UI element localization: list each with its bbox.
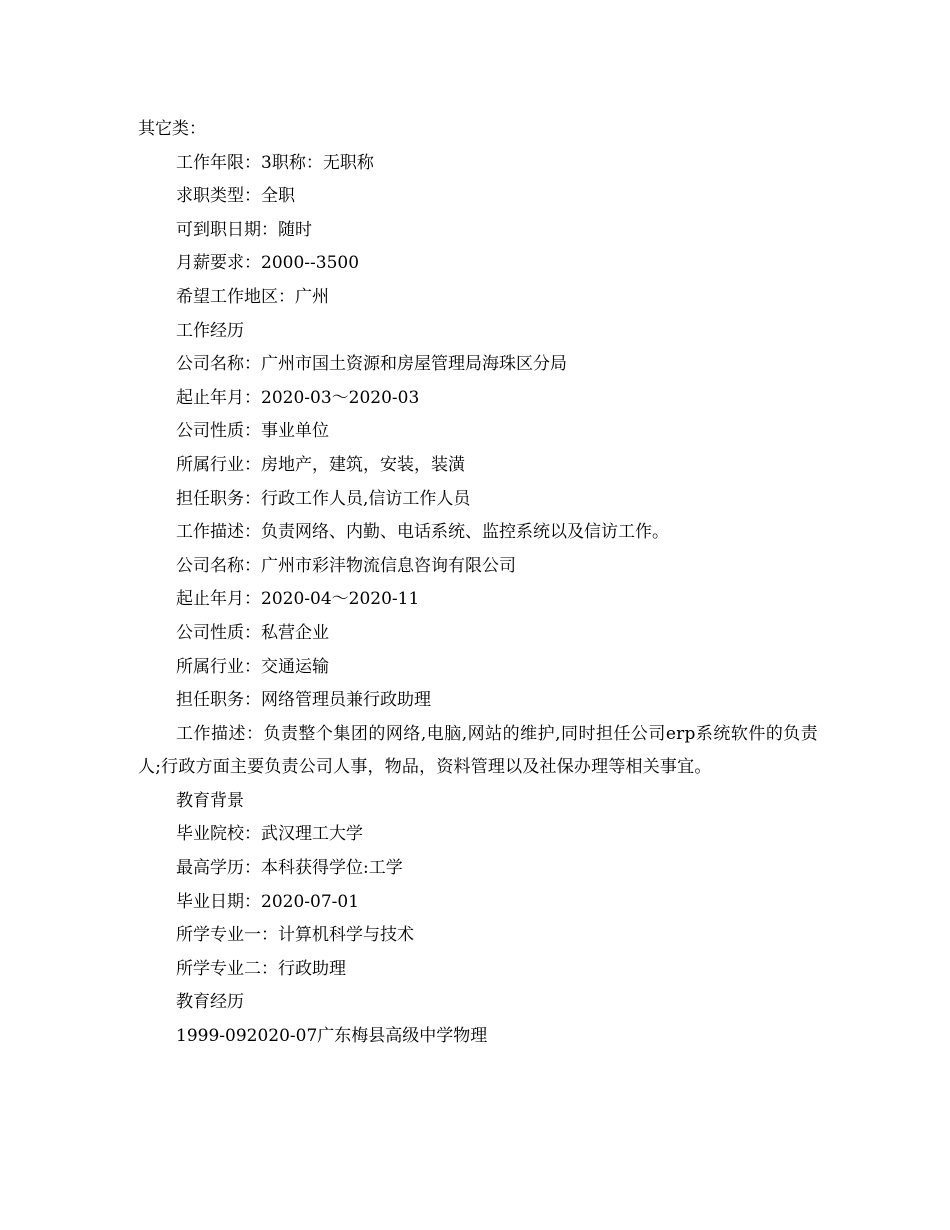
- text-line: 所学专业一：计算机科学与技术: [176, 925, 414, 946]
- text-line: 毕业院校：武汉理工大学: [176, 824, 363, 845]
- text-line: 担任职务：行政工作人员,信访工作人员: [176, 488, 471, 509]
- text-line: 工作年限：3职称：无职称: [176, 152, 374, 173]
- text-line: 所属行业：房地产，建筑，安装，装潢: [176, 454, 465, 475]
- section-heading: 其它类：: [138, 119, 206, 139]
- text-line: 所属行业：交通运输: [176, 656, 329, 677]
- text-line: 起止年月：2020-03～2020-03: [176, 387, 420, 408]
- text-line: 工作描述：负责网络、内勤、电话系统、监控系统以及信访工作。: [176, 522, 669, 543]
- subsection-heading: 工作经历: [176, 320, 244, 341]
- text-line: 公司性质：私营企业: [176, 622, 329, 643]
- subsection-heading: 教育背景: [176, 790, 244, 811]
- text-line: 求职类型：全职: [176, 186, 295, 207]
- text-line: 希望工作地区：广州: [176, 286, 329, 307]
- text-line: 毕业日期：2020-07-01: [176, 891, 360, 912]
- text-line: 月薪要求：2000--3500: [176, 253, 360, 274]
- text-line: 公司名称：广州市彩沣物流信息咨询有限公司: [176, 555, 516, 576]
- text-line: 可到职日期：随时: [176, 219, 312, 240]
- work-description-paragraph: 工作描述：负责整个集团的网络,电脑,网站的维护,同时担任公司erp系统软件的负责人;行政方面主要负责公司人事，物品，资料管理以及社保办理等相关事宜。: [138, 723, 818, 778]
- text-line: 所学专业二：行政助理: [176, 958, 346, 979]
- text-line: 担任职务：网络管理员兼行政助理: [176, 690, 431, 711]
- text-line: 公司性质：事业单位: [176, 421, 329, 442]
- text-line: 1999-092020-07广东梅县高级中学物理: [176, 1026, 488, 1047]
- text-line: 最高学历：本科获得学位:工学: [176, 858, 403, 879]
- text-line: 公司名称：广州市国土资源和房屋管理局海珠区分局: [176, 354, 567, 375]
- text-line: 起止年月：2020-04～2020-11: [176, 589, 420, 610]
- document-body: [138, 113, 818, 1054]
- subsection-heading: 教育经历: [176, 992, 244, 1013]
